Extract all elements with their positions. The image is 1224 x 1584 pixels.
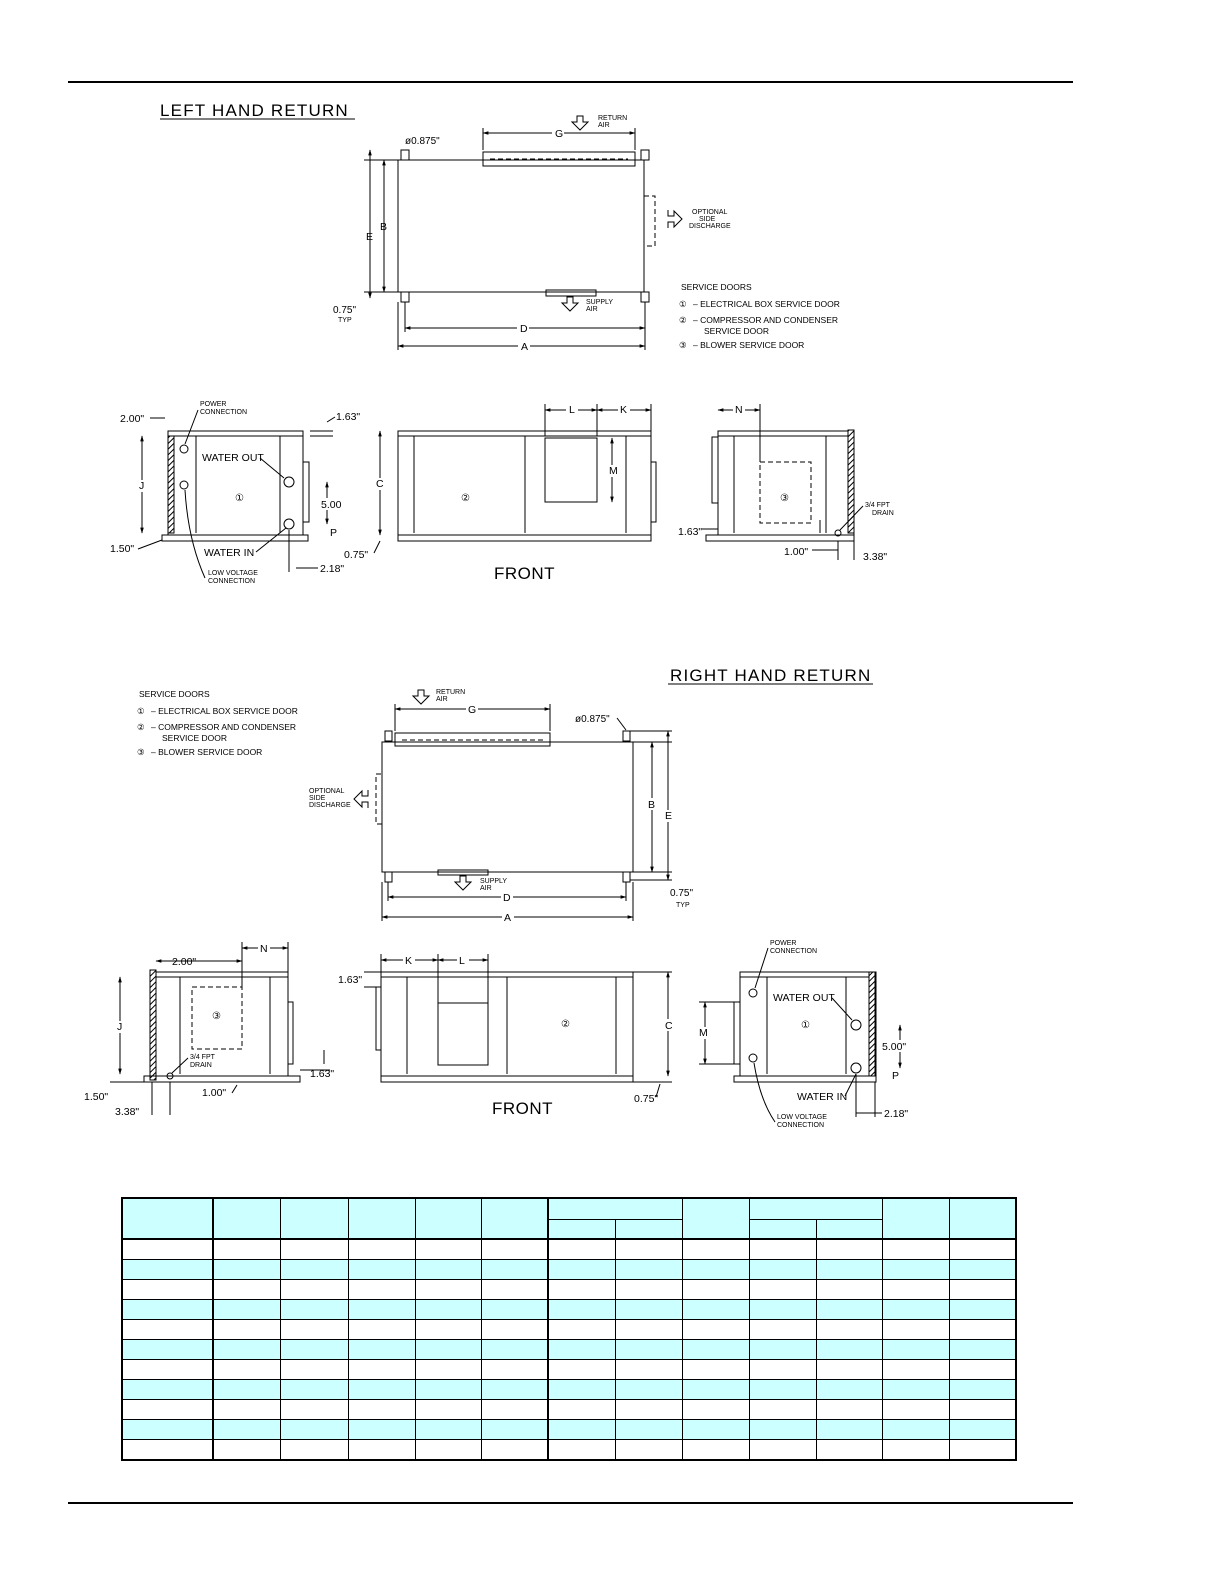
table-cell [949,1300,1016,1320]
lhr-sd-text-1: – ELECTRICAL BOX SERVICE DOOR [693,299,840,309]
table-cell [280,1420,348,1440]
table-row [122,1300,1016,1320]
table-row [122,1400,1016,1420]
lhr-water-out: WATER OUT [202,452,264,464]
table-cell [122,1420,213,1440]
lhr-dim-218: 2.18" [320,563,345,575]
table-cell [415,1300,481,1320]
rhr-osd-2: SIDE [309,795,326,802]
rhr-power-1: POWER [770,940,797,947]
lhr-dim-163: 1.63" [336,411,361,423]
table-cell [415,1239,481,1260]
table-cell [548,1280,615,1300]
table-cell [213,1340,280,1360]
table-cell [615,1320,682,1340]
table-header-cell [615,1220,682,1240]
rhr-sd-num-2: ② [137,722,145,732]
lhr-dim-p: P [330,527,338,539]
table-cell [348,1239,415,1260]
bottom-rule [68,1502,1073,1504]
lhr-typ-dim: 0.75" [333,305,357,316]
rhr-dim-m: M [699,1027,708,1039]
side-discharge-arrow-icon [668,210,682,228]
dimensions-table [121,1197,1017,1461]
lhr-return-air-1: RETURN [598,115,628,122]
lhr-dim-c: C [376,478,384,490]
table-cell [481,1440,548,1461]
lhr-service-doors-legend [679,282,840,350]
table-cell [548,1400,615,1420]
table-cell [348,1440,415,1461]
table-cell [280,1239,348,1260]
rhr-osd-3: DISCHARGE [309,802,351,809]
lhr-osd-1: OPTIONAL [692,209,728,216]
rhr-dim-100: 1.00" [202,1087,227,1099]
lhr-dim-100: 1.00" [784,546,809,558]
table-cell [816,1440,882,1461]
table-cell [882,1440,949,1461]
lhr-dim-338: 3.38" [863,551,888,563]
table-row [122,1280,1016,1300]
table-cell [548,1340,615,1360]
lhr-dim-n: N [735,404,743,416]
table-cell [682,1320,749,1340]
table-cell [280,1300,348,1320]
rhr-return-air-arrow-icon [413,690,429,704]
rhr-sd-num-4: ③ [137,747,145,757]
table-cell [949,1320,1016,1340]
table-header-cell [749,1220,816,1240]
table-cell [122,1440,213,1461]
table-cell [816,1260,882,1280]
lhr-typ-label: TYP [338,317,352,324]
table-header-cell [882,1198,949,1239]
rhr-plan-view [309,689,693,924]
table-cell [280,1440,348,1461]
table-cell [949,1340,1016,1360]
rhr-osd-1: OPTIONAL [309,788,345,795]
table-cell [213,1239,280,1260]
table-cell [615,1420,682,1440]
supply-air-arrow-icon [562,297,578,311]
table-header-cell [280,1198,348,1239]
lhr-door-3: ③ [780,493,789,504]
rhr-service-doors-legend [137,689,298,757]
table-row [122,1239,1016,1260]
table-cell [213,1360,280,1380]
table-cell [949,1380,1016,1400]
table-cell [213,1440,280,1461]
lhr-dim-d: D [520,323,528,335]
table-cell [548,1380,615,1400]
rhr-sd-text-2: – COMPRESSOR AND CONDENSER [151,722,296,732]
rhr-dim-b: B [648,799,656,811]
table-cell [816,1239,882,1260]
table-cell [882,1360,949,1380]
table-cell [280,1280,348,1300]
table-cell [348,1380,415,1400]
rhr-left-end-view [84,942,334,1118]
lhr-sd-text-4: – BLOWER SERVICE DOOR [693,340,805,350]
table-cell [949,1239,1016,1260]
table-row [122,1320,1016,1340]
lhr-dim-200: 2.00" [120,413,145,425]
table-cell [348,1400,415,1420]
table-cell [615,1340,682,1360]
table-cell [415,1280,481,1300]
rhr-dim-n: N [260,943,268,955]
table-cell [749,1420,816,1440]
table-cell [122,1380,213,1400]
table-cell [615,1300,682,1320]
lhr-title: LEFT HAND RETURN [160,101,349,120]
lhr-osd-3: DISCHARGE [689,223,731,230]
table-cell [816,1400,882,1420]
table-cell [749,1239,816,1260]
table-cell [949,1400,1016,1420]
rhr-typ-label: TYP [676,902,690,909]
table-cell [280,1400,348,1420]
table-cell [213,1380,280,1400]
table-cell [882,1420,949,1440]
table-cell [348,1420,415,1440]
table-cell [682,1420,749,1440]
rhr-lv-1: LOW VOLTAGE [777,1114,827,1121]
table-cell [949,1260,1016,1280]
lhr-door-2: ② [461,493,470,504]
table-row [122,1440,1016,1461]
table-cell [213,1280,280,1300]
table-cell [882,1280,949,1300]
lhr-front-label: FRONT [494,564,556,583]
table-cell [415,1360,481,1380]
rhr-return-air-1: RETURN [436,689,466,696]
lhr-dim-e: E [366,231,374,243]
lhr-supply-air-2: AIR [586,306,598,313]
rhr-door-2: ② [561,1019,570,1030]
return-air-arrow-icon [572,116,588,130]
table-cell [280,1260,348,1280]
lhr-sd-num-4: ③ [679,340,687,350]
rhr-dim-k: K [405,955,413,967]
table-cell [816,1300,882,1320]
table-cell [682,1440,749,1461]
rhr-power-2: CONNECTION [770,948,818,955]
rhr-lv-2: CONNECTION [777,1122,825,1129]
rhr-diameter: ø0.875" [575,714,610,725]
rhr-sd-heading: SERVICE DOORS [139,689,210,699]
table-cell [749,1340,816,1360]
table-cell [213,1420,280,1440]
lhr-dim-163b: 1.63" [678,526,703,538]
table-cell [548,1440,615,1461]
table-cell [415,1260,481,1280]
table-cell [882,1300,949,1320]
table-cell [615,1280,682,1300]
table-cell [749,1380,816,1400]
table-cell [615,1239,682,1260]
table-cell [749,1280,816,1300]
lhr-dim-j: J [139,480,145,492]
table-cell [682,1340,749,1360]
lhr-supply-air-1: SUPPLY [586,299,614,306]
table-cell [615,1440,682,1461]
lhr-lv-1: LOW VOLTAGE [208,570,258,577]
table-cell [682,1300,749,1320]
rhr-supply-air-1: SUPPLY [480,878,508,885]
rhr-drain-2: DRAIN [190,1062,212,1069]
table-cell [280,1380,348,1400]
rhr-front-label: FRONT [492,1099,554,1118]
table-row [122,1260,1016,1280]
table-cell [548,1420,615,1440]
table-cell [615,1400,682,1420]
table-cell [749,1260,816,1280]
table-cell [882,1260,949,1280]
table-cell [481,1360,548,1380]
table-row [122,1420,1016,1440]
table-cell [213,1300,280,1320]
table-cell [481,1320,548,1340]
table-cell [548,1300,615,1320]
table-header-cell [949,1198,1016,1239]
lhr-sd-text-2: – COMPRESSOR AND CONDENSER [693,315,838,325]
rhr-dim-p: P [892,1070,900,1082]
rhr-right-end-view [698,940,910,1129]
table-cell [682,1380,749,1400]
table-cell [682,1400,749,1420]
lhr-section [110,101,894,585]
rhr-sd-text-4: – BLOWER SERVICE DOOR [151,747,263,757]
table-cell [213,1260,280,1280]
rhr-water-in: WATER IN [797,1091,848,1103]
rhr-drain-1: 3/4 FPT [190,1054,215,1061]
table-cell [749,1360,816,1380]
lhr-front-view [344,404,656,583]
table-cell [280,1360,348,1380]
table-cell [949,1440,1016,1461]
table-cell [749,1440,816,1461]
lhr-power-1: POWER [200,401,227,408]
table-cell [122,1400,213,1420]
table-cell [882,1320,949,1340]
table-cell [816,1280,882,1300]
rhr-dim-075: 0.75" [634,1093,659,1105]
table-cell [415,1340,481,1360]
lhr-drain-2: DRAIN [872,510,894,517]
table-cell [415,1420,481,1440]
lhr-sd-num-1: ① [679,299,687,309]
lhr-sd-heading: SERVICE DOORS [681,282,752,292]
table-cell [481,1400,548,1420]
table-header-cell [122,1198,213,1239]
rhr-dim-500: 5.00" [882,1041,907,1053]
lhr-dim-500: 5.00 [321,499,342,511]
table-header-cell [415,1198,481,1239]
table-cell [749,1400,816,1420]
table-cell [682,1260,749,1280]
table-cell [348,1320,415,1340]
lhr-left-end-view [110,401,360,585]
table-cell [615,1360,682,1380]
lhr-dim-k: K [620,404,628,416]
table-header-cell [816,1220,882,1240]
rhr-dim-j: J [117,1021,123,1033]
lhr-lv-2: CONNECTION [208,578,256,585]
lhr-dim-m: M [609,465,618,477]
lhr-osd-2: SIDE [699,216,716,223]
rhr-door-3: ③ [212,1011,221,1022]
rhr-dim-200: 2.00" [172,956,197,968]
rhr-dim-163a: 1.63" [310,1068,335,1080]
table-cell [122,1239,213,1260]
rhr-side-discharge-arrow-icon [354,790,368,808]
table-row [122,1360,1016,1380]
table-header [122,1198,1016,1239]
lhr-water-in: WATER IN [204,547,255,559]
table-cell [548,1239,615,1260]
table-header-cell [481,1198,548,1239]
rhr-title: RIGHT HAND RETURN [670,666,872,685]
table-cell [213,1400,280,1420]
table-cell [682,1360,749,1380]
table-cell [122,1320,213,1340]
rhr-dim-150: 1.50" [84,1091,109,1103]
table-cell [415,1380,481,1400]
table-cell [949,1420,1016,1440]
lhr-dim-g: G [555,128,564,140]
table-header-cell [348,1198,415,1239]
lhr-sd-num-2: ② [679,315,687,325]
lhr-dim-b: B [380,221,388,233]
table-cell [280,1340,348,1360]
table-cell [348,1260,415,1280]
table-cell [348,1300,415,1320]
table-cell [615,1260,682,1280]
table-cell [481,1340,548,1360]
rhr-return-air-2: AIR [436,696,448,703]
table-cell [481,1260,548,1280]
rhr-sd-text-3: SERVICE DOOR [162,733,228,743]
table-cell [280,1320,348,1340]
rhr-front-view [338,954,675,1118]
rhr-typ-dim: 0.75" [670,888,694,899]
table-cell [481,1380,548,1400]
table-header-cell [548,1220,615,1240]
table-cell [348,1340,415,1360]
table-cell [348,1360,415,1380]
table-cell [749,1300,816,1320]
rhr-dim-218: 2.18" [884,1108,909,1120]
lhr-diameter: ø0.875" [405,136,440,147]
table-cell [882,1380,949,1400]
lhr-sd-text-3: SERVICE DOOR [704,326,770,336]
table-cell [949,1360,1016,1380]
rhr-dim-l: L [459,955,465,967]
table-header-cell [682,1198,749,1239]
rhr-dim-c: C [665,1020,673,1032]
lhr-plan-view [333,115,731,353]
table-cell [122,1360,213,1380]
lhr-dim-075: 0.75" [344,549,369,561]
table-cell [122,1300,213,1320]
lhr-return-air-2: AIR [598,122,610,129]
table-cell [481,1280,548,1300]
table-cell [481,1239,548,1260]
rhr-dim-g: G [468,704,477,716]
rhr-sd-num-1: ① [137,706,145,716]
table-cell [415,1440,481,1461]
table-cell [213,1320,280,1340]
table-cell [548,1260,615,1280]
table-body [122,1239,1016,1460]
rhr-dim-163b: 1.63" [338,974,363,986]
table-cell [415,1400,481,1420]
table-cell [481,1420,548,1440]
lhr-dim-a: A [521,341,529,353]
lhr-power-2: CONNECTION [200,409,248,416]
table-cell [816,1340,882,1360]
rhr-dim-338: 3.38" [115,1106,140,1118]
rhr-supply-air-2: AIR [480,885,492,892]
table-cell [816,1320,882,1340]
table-row [122,1380,1016,1400]
table-cell [749,1320,816,1340]
table-cell [548,1360,615,1380]
lhr-drain-1: 3/4 FPT [865,502,890,509]
table-cell [816,1360,882,1380]
table-cell [122,1280,213,1300]
table-cell [882,1340,949,1360]
rhr-section [84,666,910,1129]
lhr-dim-150: 1.50" [110,543,135,555]
table-header-cell [213,1198,280,1239]
table-cell [122,1260,213,1280]
table-cell [415,1320,481,1340]
rhr-door-1: ① [801,1020,810,1031]
table-cell [949,1280,1016,1300]
rhr-dim-a: A [504,912,512,924]
rhr-water-out: WATER OUT [773,992,835,1004]
rhr-dim-e: E [665,810,673,822]
lhr-dim-l: L [569,404,575,416]
table-cell [882,1400,949,1420]
lhr-door-1: ① [235,493,244,504]
table-header-cell [749,1198,882,1220]
table-cell [882,1239,949,1260]
table-cell [481,1300,548,1320]
rhr-sd-text-1: – ELECTRICAL BOX SERVICE DOOR [151,706,298,716]
table-cell [682,1239,749,1260]
table-cell [615,1380,682,1400]
table-cell [548,1320,615,1340]
rhr-dim-d: D [503,892,511,904]
rhr-supply-air-arrow-icon [455,876,471,890]
table-header-cell [548,1198,682,1220]
table-cell [816,1380,882,1400]
lhr-right-end-view [678,404,894,563]
table-cell [122,1340,213,1360]
table-row [122,1340,1016,1360]
table-cell [816,1420,882,1440]
table-cell [348,1280,415,1300]
table-cell [682,1280,749,1300]
